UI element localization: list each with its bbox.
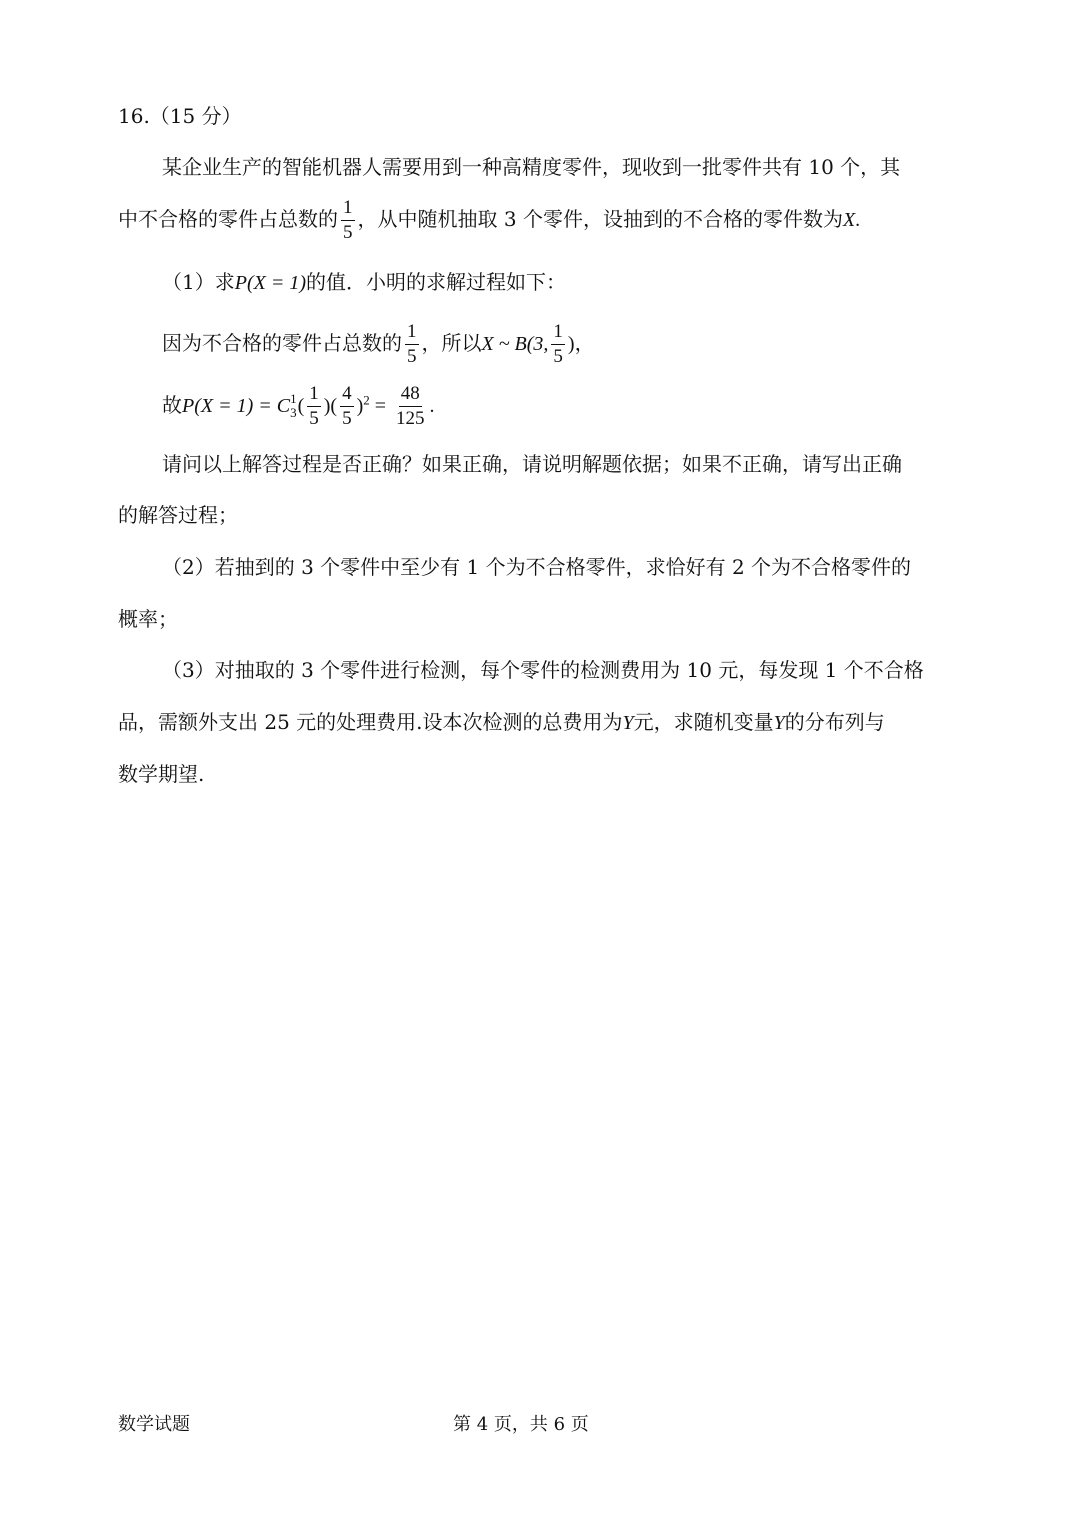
solution-line-1: 因为不合格的零件占总数的 $\frac{1}{5}$ ，所以X ~ B(3, $\frac{1}{5}$ )，: [162, 321, 595, 367]
intro-line-2: 中不合格的零件占总数的 $\frac{1}{5}$ ，从中随机抽取 3 个零件，设抽到的不合格的零件数为X.: [118, 197, 861, 243]
footer-subject: 数学试题: [118, 1414, 190, 1435]
question-number: 16.（15 分）: [118, 104, 242, 128]
probability-formula: P(X = 1) = C: [182, 394, 291, 417]
part1-expression: P(X = 1): [234, 272, 306, 294]
distribution-expression: X ~ B(3,: [481, 332, 549, 355]
footer-page-info: 第 4 页，共 6 页: [453, 1414, 589, 1435]
fraction-one-fifth: $\frac{1}{5}$: [343, 197, 353, 243]
result-fraction: $\frac{48}{125}$: [396, 383, 425, 429]
variable-x: X: [842, 208, 856, 231]
part3-line-2: 品，需额外支出 25 元的处理费用.设本次检测的总费用为Y元，求随机变量Y的分布列与: [118, 710, 885, 734]
ask-line-1: 请问以上解答过程是否正确？如果正确，请说明解题依据；如果不正确，请写出正确: [162, 452, 902, 476]
part3-line-1: （3）对抽取的 3 个零件进行检测，每个零件的检测费用为 10 元，每发现 1 个不合格: [162, 658, 924, 682]
variable-y: Y: [622, 712, 634, 734]
intro-line-1: 某企业生产的智能机器人需要用到一种高精度零件，现收到一批零件共有 10 个，其: [162, 155, 901, 179]
part1-question: （1）求P(X = 1)的值．小明的求解过程如下：: [162, 270, 566, 294]
part3-line-3: 数学期望.: [118, 762, 205, 786]
part2-line-2: 概率；: [118, 607, 178, 631]
ask-line-2: 的解答过程；: [118, 503, 238, 527]
part2-line-1: （2）若抽到的 3 个零件中至少有 1 个为不合格零件，求恰好有 2 个为不合格零件的: [162, 555, 912, 579]
solution-line-2: 故P(X = 1) = C 1 3 ( $\frac{1}{5}$ )( $\frac{4}{5}$ )$^2$ = $\frac{48}{125}$ .: [162, 383, 435, 429]
combination-indices: 1 3: [290, 391, 297, 421]
